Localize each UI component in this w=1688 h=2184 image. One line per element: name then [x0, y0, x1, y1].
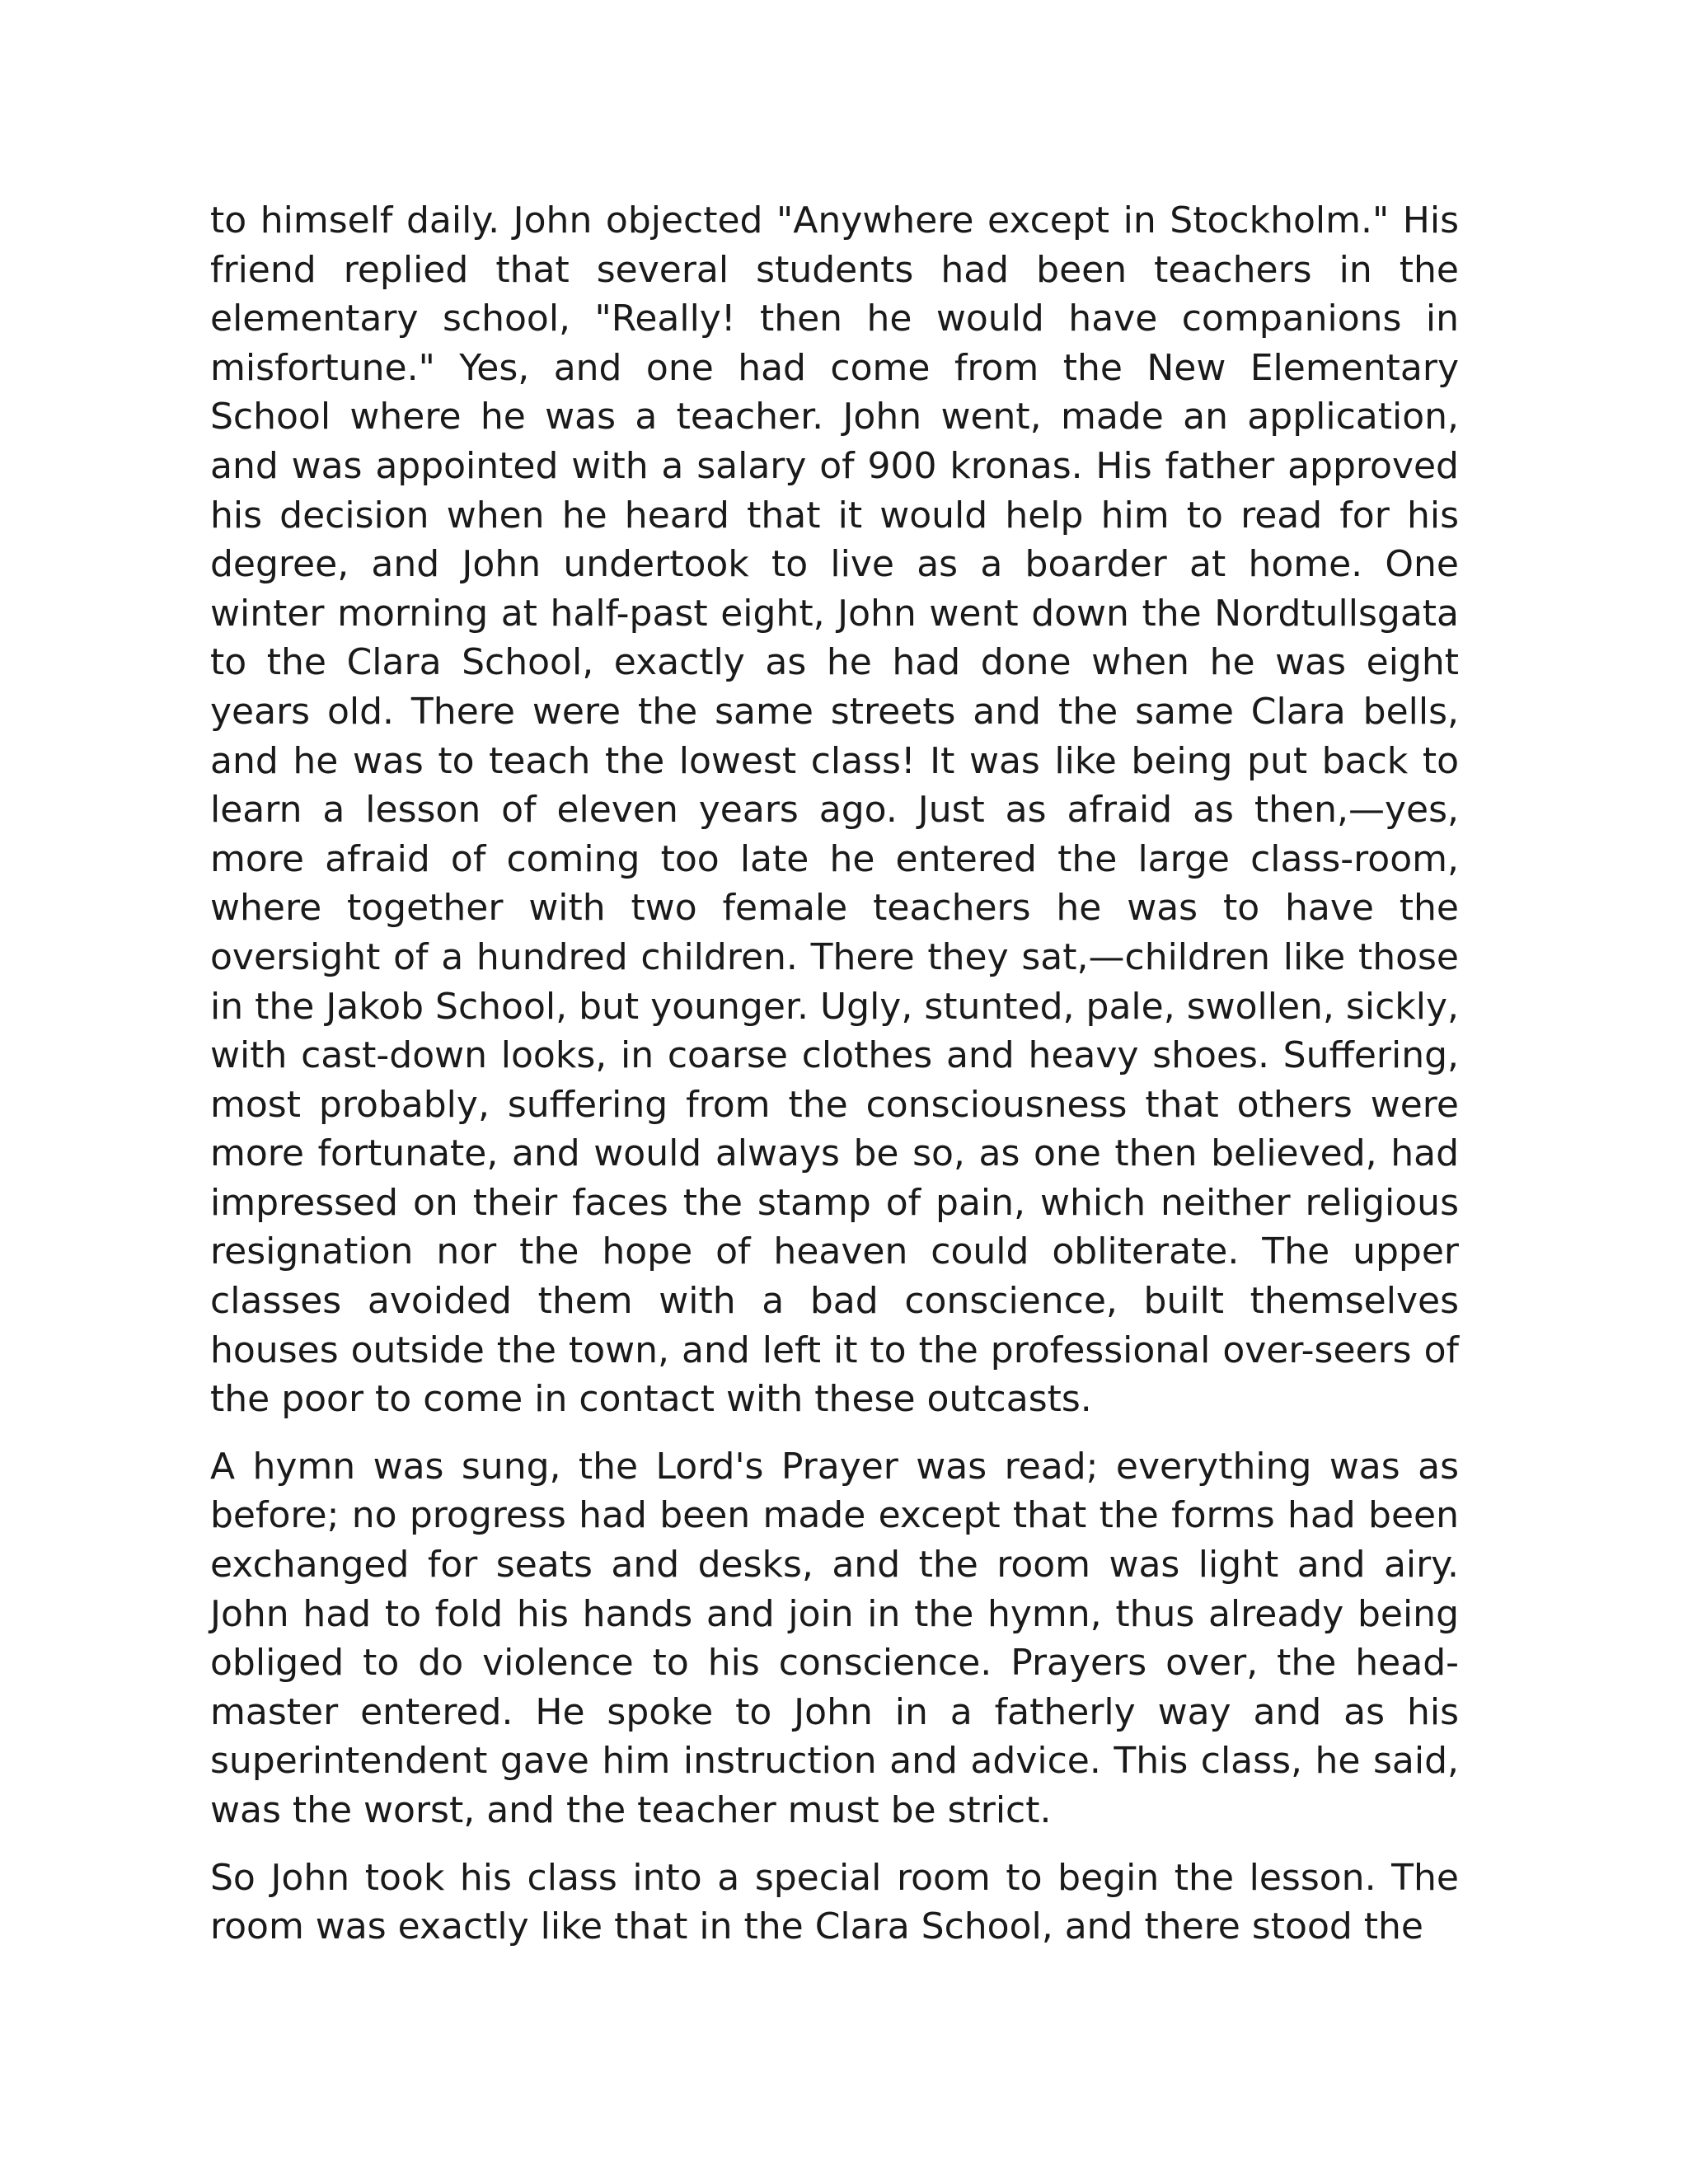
- paragraph-1: to himself daily. John objected "Anywhere except in Stockholm." His friend replied that several students had been teachers in the elementary school, "Really! then he would have companions in misfortune." Yes, and one had come from the New Elementary School where he was a teacher. John went, made an application, and was appointed with a salary of 900 kronas. His father approved his decision when he heard that it would help him to read for his degree, and John undertook to live as a boarder at home. One winter morning at half-past eight, John went down the Nordtullsgata to the Clara School, exactly as he had done when he was eight years old. There were the same streets and the same Clara bells, and he was to teach the lowest class! It was like being put back to learn a lesson of eleven years ago. Just as afraid as then,—yes, more afraid of coming too late he entered the large class-room, where together with two female teachers he was to have the oversight of a hundred children. There they sat,—children like those in the Jakob School, but younger. Ugly, stunted, pale, swollen, sickly, with cast-down looks, in coarse clothes and heavy shoes. Suffering, most probably, suffering from the consciousness that others were more fortunate, and would always be so, as one then believed, had impressed on their faces the stamp of pain, which neither religious resignation nor the hope of heaven could obliterate. The upper classes avoided them with a bad conscience, built themselves houses outside the town, and left it to the professional over-seers of the poor to come in contact with these outcasts.: [210, 199, 1459, 1421]
- body-text: [210, 196, 1459, 1970]
- paragraph-3: So John took his class into a special room to begin the lesson. The room was exactly like that in the Clara School, and there stood the: [210, 1856, 1459, 1948]
- paragraph-2: A hymn was sung, the Lord's Prayer was read; everything was as before; no progress had been made except that the forms had been exchanged for seats and desks, and the room was light and airy. John had to fold his hands and join in the hymn, thus already being obliged to do violence to his conscience. Prayers over, the head-master entered. He spoke to John in a fatherly way and as his superintendent gave him instruction and advice. This class, he said, was the worst, and the teacher must be strict.: [210, 1445, 1459, 1831]
